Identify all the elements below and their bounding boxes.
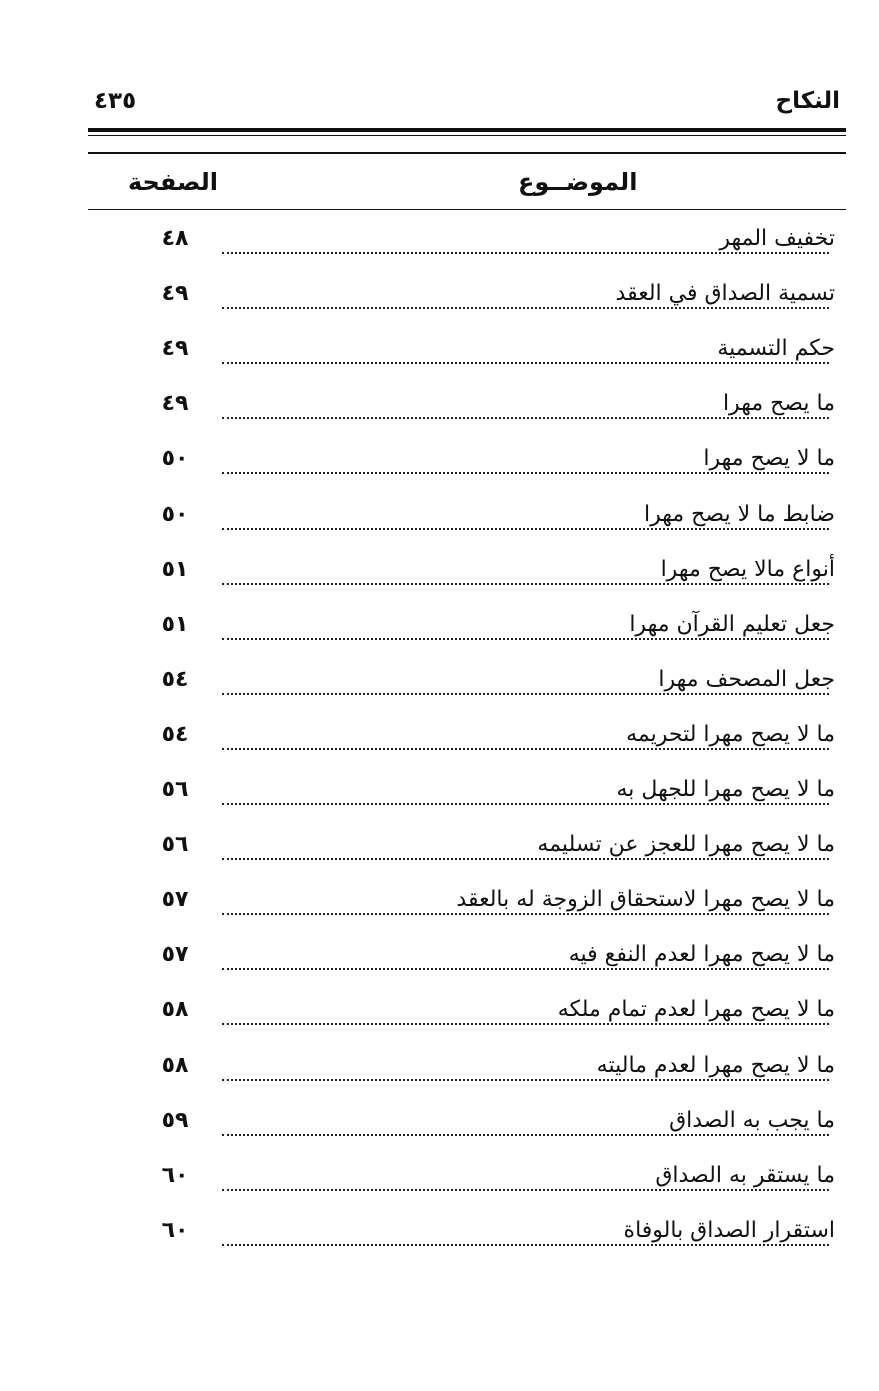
- entry-page-number: ٦٠: [161, 1218, 189, 1243]
- entry-title: جعل تعليم القرآن مهرا: [623, 612, 835, 637]
- dot-leader: [222, 803, 829, 805]
- entry-page-number: ٥٦: [161, 832, 189, 857]
- entry-page-number: ٥٤: [161, 722, 189, 747]
- entry-title: تخفيف المهر: [713, 226, 835, 251]
- entry-page-number: ٤٨: [161, 226, 189, 251]
- entry-page-number: ٥٧: [161, 942, 189, 967]
- entry-title: ما لا يصح مهرا للعجز عن تسليمه: [531, 832, 835, 857]
- dot-leader: [222, 913, 829, 915]
- entry-title: ما لا يصح مهرا لاستحقاق الزوجة له بالعقد: [450, 887, 835, 912]
- entry-title: ضابط ما لا يصح مهرا: [638, 502, 835, 527]
- dot-leader: [222, 858, 829, 860]
- entry-page-number: ٥٤: [161, 667, 189, 692]
- dot-leader: [222, 1134, 829, 1136]
- contents-entry: [0, 934, 879, 984]
- entry-page-number: ٥٦: [161, 777, 189, 802]
- column-headers: [88, 168, 846, 208]
- entry-page-number: ٥٧: [161, 887, 189, 912]
- dot-leader: [222, 638, 829, 640]
- dot-leader: [222, 1244, 829, 1246]
- entry-title: ما لا يصح مهرا: [697, 446, 835, 471]
- entry-title: تسمية الصداق في العقد: [610, 281, 835, 306]
- entry-page-number: ٥٠: [161, 502, 189, 527]
- dot-leader: [222, 968, 829, 970]
- dot-leader: [222, 1023, 829, 1025]
- entry-page-number: ٥٨: [161, 1053, 189, 1078]
- entry-page-number: ٤٩: [161, 281, 189, 306]
- page-number: ٤٣٥: [94, 88, 137, 114]
- header-rule-thick: [88, 128, 846, 132]
- topic-column-header: الموضــوع: [518, 168, 638, 196]
- dot-leader: [222, 252, 829, 254]
- entry-title: أنواع مالا يصح مهرا: [655, 557, 835, 582]
- entry-title: ما يصح مهرا: [717, 391, 835, 416]
- entry-title: ما لا يصح مهرا لتحريمه: [620, 722, 835, 747]
- contents-entry: [0, 218, 879, 268]
- contents-entry: [0, 273, 879, 323]
- dot-leader: [222, 693, 829, 695]
- dot-leader: [222, 583, 829, 585]
- contents-entry: [0, 769, 879, 819]
- contents-entry: [0, 989, 879, 1039]
- contents-entry: [0, 714, 879, 764]
- entry-title: ما يجب به الصداق: [663, 1108, 835, 1133]
- entry-title: ما يستقر به الصداق: [649, 1163, 835, 1188]
- entry-page-number: ٥٩: [161, 1108, 189, 1133]
- contents-entry: [0, 1045, 879, 1095]
- contents-entry: [0, 328, 879, 378]
- dot-leader: [222, 362, 829, 364]
- entry-page-number: ٦٠: [161, 1163, 189, 1188]
- entry-title: جعل المصحف مهرا: [652, 667, 835, 692]
- dot-leader: [222, 417, 829, 419]
- entry-title: حكم التسمية: [711, 336, 835, 361]
- dot-leader: [222, 748, 829, 750]
- contents-entry: [0, 659, 879, 709]
- entry-page-number: ٤٩: [161, 336, 189, 361]
- contents-entry: [0, 383, 879, 433]
- dot-leader: [222, 1189, 829, 1191]
- contents-entry: [0, 879, 879, 929]
- entry-page-number: ٥١: [161, 612, 189, 637]
- dot-leader: [222, 307, 829, 309]
- column-header-rule: [88, 209, 846, 210]
- entry-page-number: ٤٩: [161, 391, 189, 416]
- contents-entry: [0, 549, 879, 599]
- contents-entry: [0, 604, 879, 654]
- header-rule-thin: [88, 135, 846, 136]
- contents-entry: [0, 1100, 879, 1150]
- dot-leader: [222, 528, 829, 530]
- chapter-title: النكاح: [775, 88, 840, 114]
- page-column-header: الصفحة: [128, 168, 219, 196]
- contents-entry: [0, 1210, 879, 1260]
- entry-page-number: ٥١: [161, 557, 189, 582]
- table-top-rule: [88, 152, 846, 154]
- contents-entry: [0, 438, 879, 488]
- running-header: [88, 88, 846, 128]
- dot-leader: [222, 1079, 829, 1081]
- contents-entry: [0, 494, 879, 544]
- contents-entry: [0, 824, 879, 874]
- entry-title: ما لا يصح مهرا لعدم تمام ملكه: [552, 997, 835, 1022]
- entry-title: ما لا يصح مهرا لعدم النفع فيه: [563, 942, 835, 967]
- contents-entry: [0, 1155, 879, 1205]
- entry-title: ما لا يصح مهرا لعدم ماليته: [591, 1053, 835, 1078]
- entry-page-number: ٥٠: [161, 446, 189, 471]
- entry-page-number: ٥٨: [161, 997, 189, 1022]
- entry-title: استقرار الصداق بالوفاة: [618, 1218, 835, 1243]
- entry-title: ما لا يصح مهرا للجهل به: [611, 777, 836, 802]
- dot-leader: [222, 472, 829, 474]
